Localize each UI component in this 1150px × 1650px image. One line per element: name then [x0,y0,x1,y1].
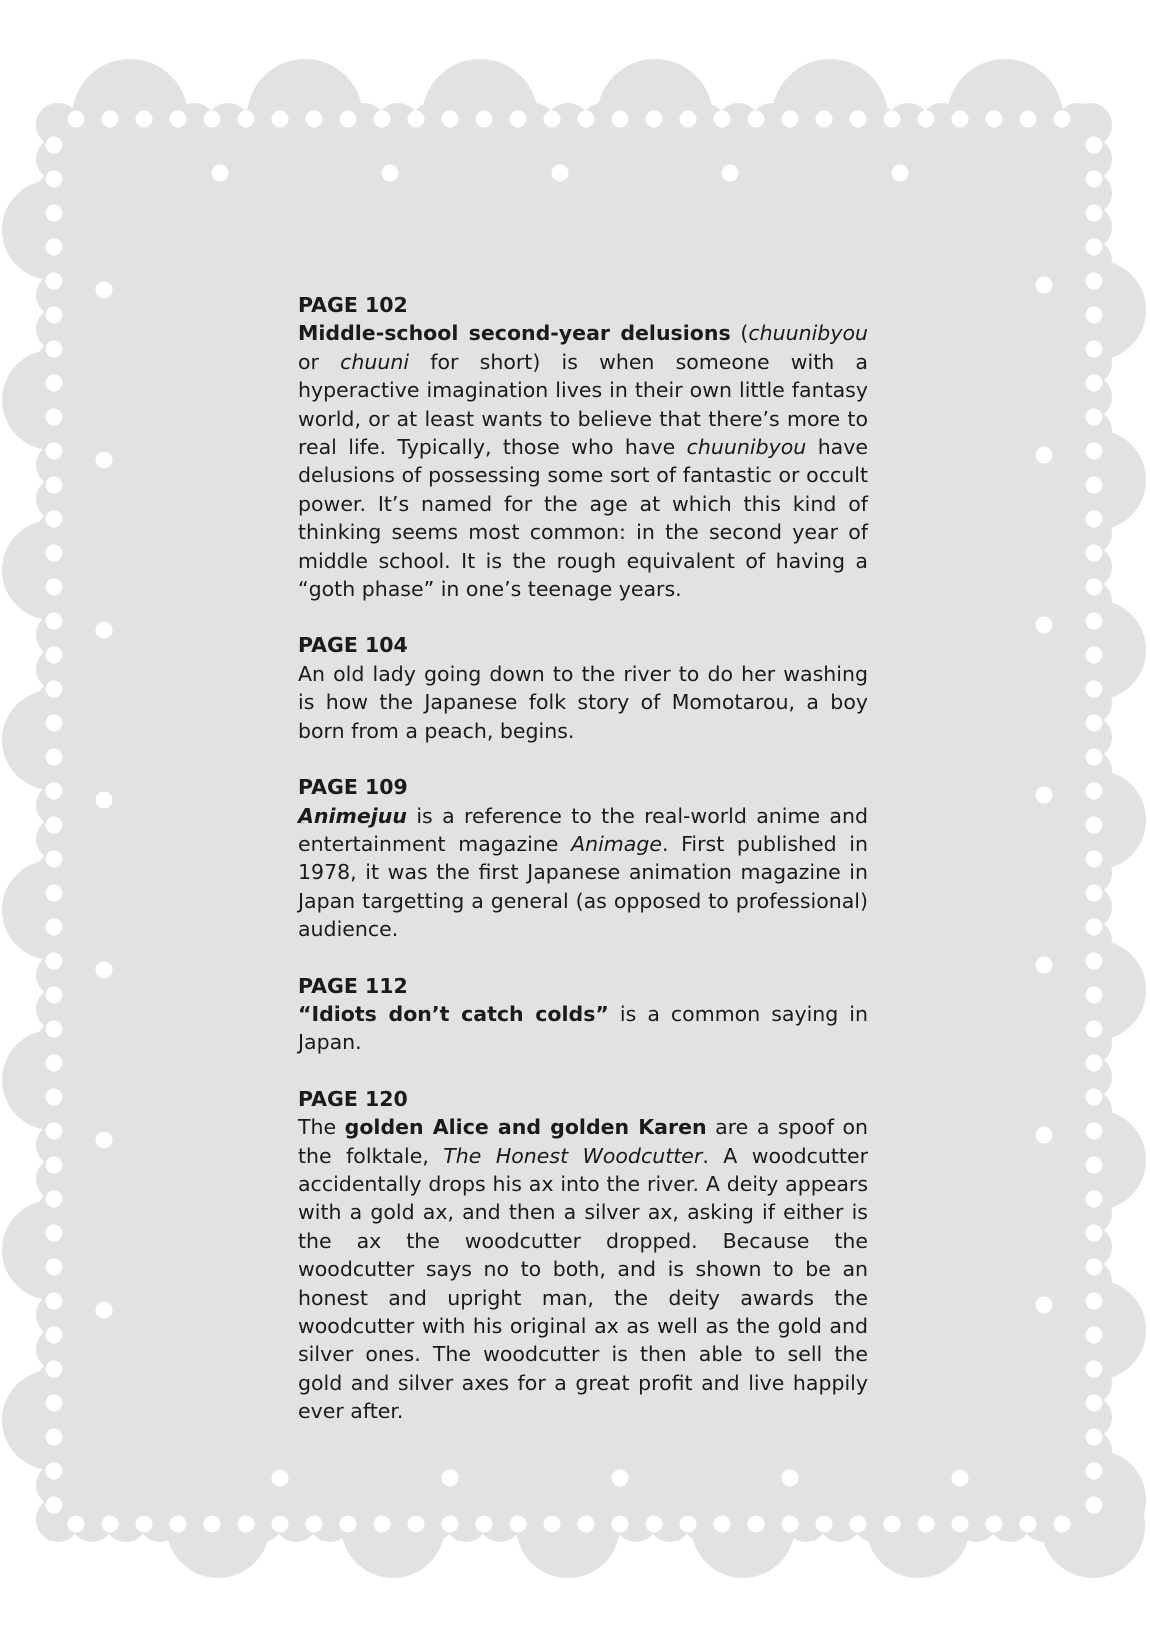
text-run: is a reference to the real-world anime and entertainment magazine [298,803,868,856]
text-run: The [298,1115,345,1140]
text-run: ( [730,321,749,346]
text-run: for short) is when someone with a hyperactive imagination lives in their own little fantasy world, or at least wants to believe that there’s more to real life. Typically, those who have [298,349,868,460]
note-heading: PAGE 120 [298,1086,408,1111]
note-body [298,1000,868,1057]
text-run: . First published in 1978, it was the first Japanese animation magazine in Japan targetting a general (as opposed to professional) audience. [298,831,868,942]
text-run: have delusions of possessing some sort of fantastic or occult power. It’s named for the age at which this kind of thinking seems most common: in the second year of middle school. It is the rough equivalent of having a “goth phase” in one’s teenage years. [298,435,868,602]
text-run: are a spoof on the folktale, [298,1115,868,1168]
term-italic: chuunibyou [748,321,868,346]
note-heading: PAGE 102 [298,293,408,317]
term-italic: Animage [571,831,662,856]
text-run: An old lady going down to the river to do her washing is how the Japanese folk story of Momotarou, a boy born from a peach, begins. [298,661,868,743]
note-page-112 [298,972,868,1057]
term-bold [298,804,407,828]
term-bold: golden Alice and golden Karen [344,1115,707,1140]
term-bold-italic: Animejuu [298,803,407,828]
note-heading: PAGE 104 [298,633,408,658]
term-italic: chuunibyou [686,435,807,460]
note-heading: PAGE 109 [298,775,408,800]
text-run: is a common saying in Japan. [298,1001,868,1055]
note-body [298,802,868,944]
note-heading: PAGE 112 [298,973,408,998]
note-page-109 [298,773,868,943]
term-bold: Middle-school second-year delusions [298,321,731,346]
note-body [298,1113,868,1425]
term-italic: chuuni [340,349,410,374]
note-page-104 [298,631,868,745]
text-run: or [298,349,341,374]
note-page-102 [298,291,868,603]
note-body [298,660,868,745]
note-body [298,319,868,603]
text-run: . A woodcutter accidentally drops his ax into the river. A deity appears with a gold ax, and then a silver ax, asking if either is the ax the woodcutter dropped. Because the woodcutter says no to both, and is shown to be an honest and upright man, the deity awards the woodcutter with his original ax as well as the gold and silver ones. The woodcutter is then able to sell the gold and silver axes for a great profit and live happily ever after. [298,1143,868,1424]
term-bold: “Idiots don’t catch colds” [298,1001,609,1026]
note-page-120 [298,1085,868,1426]
term-italic: The Honest Woodcutter [443,1143,703,1168]
notes-content [298,291,868,1454]
